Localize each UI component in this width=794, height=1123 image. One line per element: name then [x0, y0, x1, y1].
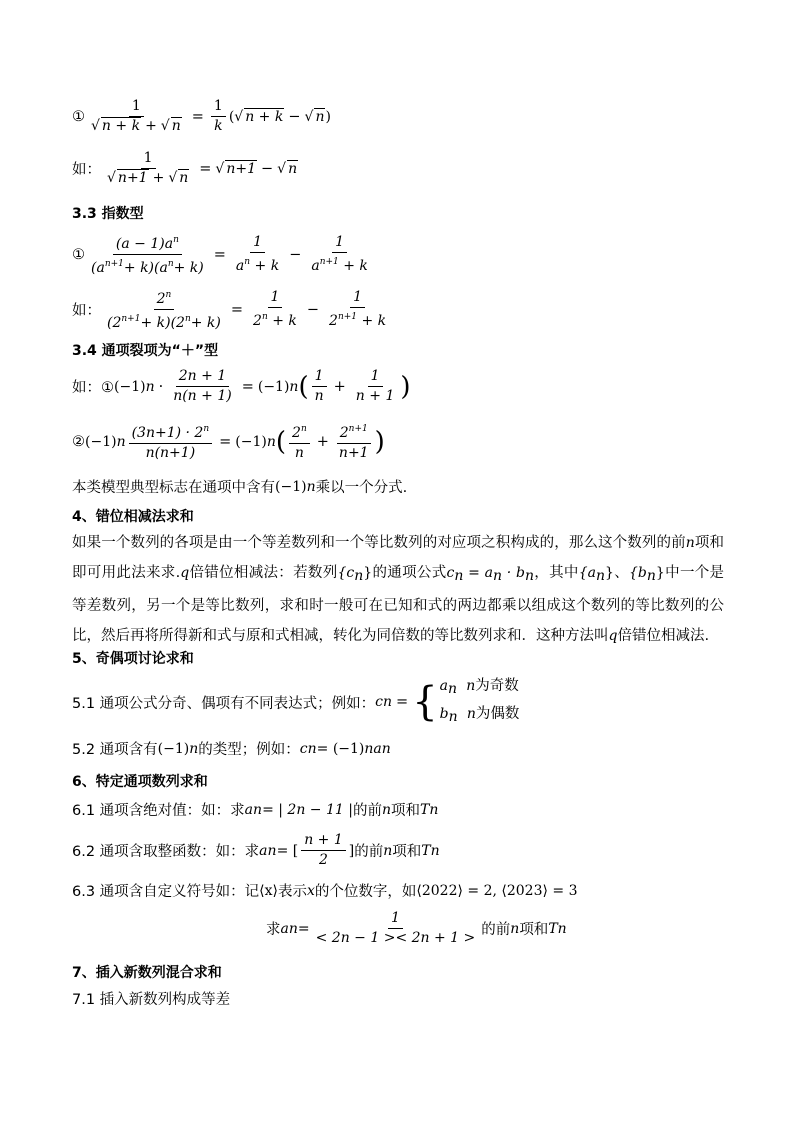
- item-5-2: 5.2 通项含有 (−1) n 的类型；例如： c n = (−1) n a n: [72, 740, 391, 758]
- coefficient-fraction: $\frac{1}{k}$: [211, 98, 226, 135]
- example-exponential: 如： $\frac{2^n}{(2^{n+1}+ k)(2^n+ k)}$ = $\frac{1}{2^n + k}$ − $\frac{1}{2^{n+1} + k}$: [72, 287, 392, 332]
- section-heading-6: 6、特定通项数列求和: [72, 774, 208, 790]
- fraction: $\frac{1}{a^n + k}$: [235, 234, 280, 274]
- section-heading-7: 7、插入新数列混合求和: [72, 965, 222, 981]
- section-heading-3-3: 3.3 指数型: [72, 206, 144, 222]
- formula-exponential: ① $\frac{(a - 1)a^n}{(a^{n+1}+ k)(a^n+ k)}$ = $\frac{1}{a^n + k}$ − $\frac{1}{a^{n+1} + k}$: [72, 232, 374, 277]
- item-7-1: 7.1 插入新数列构成等差: [72, 992, 231, 1008]
- section-heading-4: 4、错位相减法求和: [72, 509, 194, 525]
- fraction: $\frac{2^{n+1}}{n+1}$: [336, 421, 372, 462]
- section-heading-5: 5、奇偶项讨论求和: [72, 651, 194, 667]
- item-6-3: 6.3 通项含自定义符号如：记 ⟨x⟩ 表示 x 的个位数字，如 ⟨2022⟩ = 2, ⟨2023⟩ = 3: [72, 882, 578, 900]
- formula-alternating-1: 如：① (−1) n · $\frac{2n + 1}{n(n + 1)}$ = (−1) n ( $\frac{1}{n}$ + $\frac{1}{n + 1}$ ): [72, 368, 411, 404]
- fraction: $\frac{1}{n + 1}$: [355, 368, 395, 404]
- formula-alternating-2: ② (−1) n $\frac{(3n+1) \cdot 2^n}{n(n+1)}$ = (−1) n ( $\frac{2^n}{n}$ + $\frac{2^{n+1}}{n+1}$ ): [72, 421, 385, 462]
- fraction: $\frac{n + 1}{2}$: [301, 832, 346, 869]
- fraction: $\frac{2^n}{n}$: [289, 421, 310, 462]
- piecewise-cases: $a_n$ n为奇数 $b_n$ n为偶数: [439, 678, 520, 725]
- example-sqrt: 如： $\frac{1}{√ n+1 + √ n}$ = √ n+1 − √ n: [72, 150, 298, 186]
- paragraph-dislocation-subtraction: 如果一个数列的各项是由一个等差数列和一个等比数列的对应项之积构成的，那么这个数列的前n项和即可用此法来求.q倍错位相减法：若数列$\{c_n\}$的通项公式$c_n = a_n \cdot b_n$，其中$\{a_n\}$、$\{b_n\}$中一个是等差数列，另一个是等比数列，求和时一般可在已知和式的两边都乘以组成这个数列的等比数列的公比，然后再将所得新和式与原和式相减，转化为同倍数的等比数列求和．这种方法叫q倍错位相减法.: [72, 535, 725, 644]
- formula-sqrt-difference: ① $\frac{1}{√ n + k + √ n}$ = $\frac{1}{k}$ ( √ n + k − √ n ): [72, 98, 331, 134]
- section-heading-3-4: 3.4 通项裂项为“＋”型: [72, 343, 219, 359]
- fraction: $\frac{(a - 1)a^n}{(a^{n+1}+ k)(a^n+ k)}$: [88, 232, 207, 277]
- item-6-1: 6.1 通项含绝对值：如：求 a n = | 2n − 11 | 的前 n 项和 T n: [72, 801, 439, 819]
- fraction: $\frac{1}{2^n + k}$: [253, 289, 297, 329]
- fraction: $\frac{1}{√ n+1 + √ n}$: [107, 150, 189, 186]
- fraction: $\frac{2^n}{(2^{n+1}+ k)(2^n+ k)}$: [104, 287, 224, 332]
- item-5-1: 5.1 通项公式分奇、偶项有不同表达式；例如： c n = { $a_n$ n为奇数 $b_n$ n为偶数: [72, 674, 519, 730]
- fraction: $\frac{1}{< 2n - 1 >< 2n + 1 >}$: [315, 910, 476, 946]
- fraction: $\frac{1}{√ n + k + √ n}$: [91, 98, 181, 134]
- fraction: $\frac{(3n+1) \cdot 2^n}{n(n+1)}$: [129, 421, 213, 462]
- fraction: $\frac{2n + 1}{n(n + 1)}$: [173, 368, 232, 404]
- fraction: $\frac{1}{a^{n+1} + k}$: [311, 234, 368, 274]
- left-brace: {: [412, 679, 438, 725]
- note-typical-marker: 本类模型典型标志在通项中含有 (−1) n 乘以一个分式.: [72, 478, 408, 496]
- item-6-3-formula: 求 a n = $\frac{1}{< 2n - 1 >< 2n + 1 >}$ 的前 n 项和 T n: [266, 910, 567, 946]
- item-6-2: 6.2 通项含取整函数：如：求 a n = [ $\frac{n + 1}{2}$ ] 的前 n 项和 T n: [72, 832, 440, 868]
- fraction: $\frac{1}{n}$: [312, 368, 327, 405]
- fraction: $\frac{1}{2^{n+1} + k}$: [329, 289, 387, 329]
